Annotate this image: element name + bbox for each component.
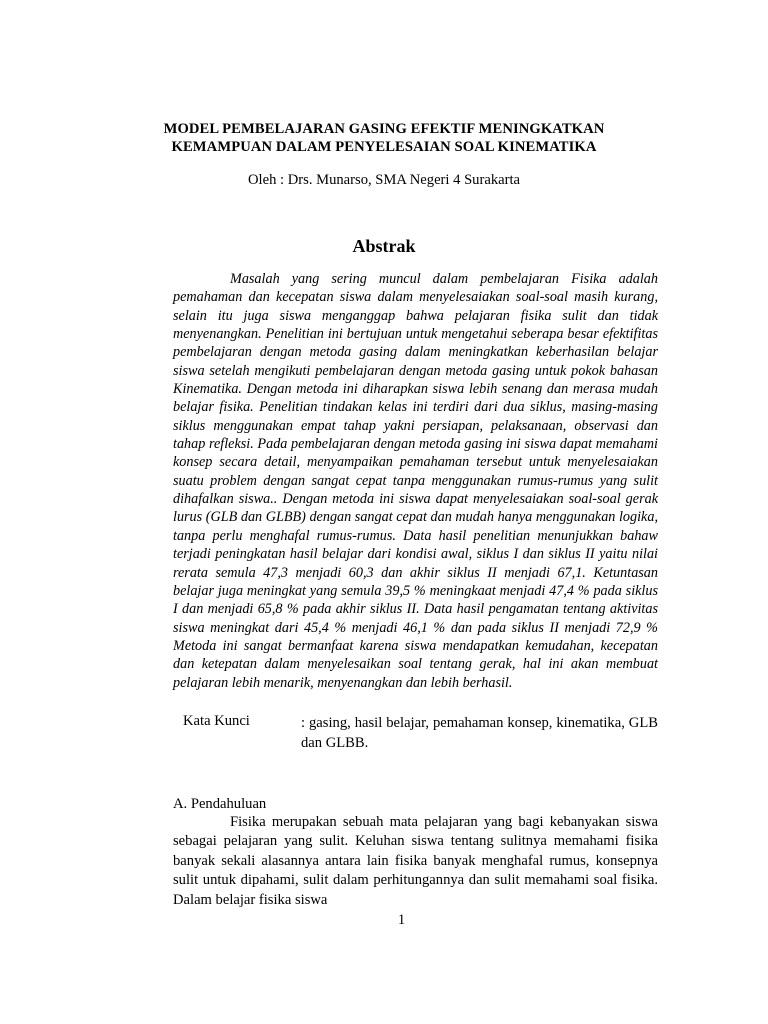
keywords-label: Kata Kunci <box>183 713 250 729</box>
document-title-line-2: KEMAMPUAN DALAM PENYELESAIAN SOAL KINEMATIKA <box>171 139 597 155</box>
page-number: 1 <box>397 912 406 928</box>
document-title-line-1: MODEL PEMBELAJARAN GASING EFEKTIF MENINGKATKAN <box>163 121 605 137</box>
keywords-value: : gasing, hasil belajar, pemahaman konsep, kinematika, GLB dan GLBB. <box>301 715 658 751</box>
section-body-text: Fisika merupakan sebuah mata pelajaran yang bagi kebanyakan siswa sebagai pelajaran yang sulit. Keluhan siswa tentang sulitnya memahami fisika banyak sekali alasannya antara lain fisika banyak menghafal rumus, konsepnya sulit untuk dipahami, sulit dalam perhitungannya dan sulit memahami soal fisika. Dalam belajar fisika siswa <box>173 814 658 908</box>
section-heading: A. Pendahuluan <box>173 796 267 812</box>
abstract-text: Masalah yang sering muncul dalam pembelajaran Fisika adalah pemahaman dan kecepatan siswa dalam menyelesaiakan soal-soal masih kurang, selain itu juga siswa menganggap bahwa pelajaran fisika sulit dan tidak menyenangkan. Penelitian ini bertujuan untuk mengetahui seberapa besar efektifitas pembelajaran dengan metoda gasing dalam meningkatkan keberhasilan belajar siswa setelah mengikuti pembelajaran dengan metoda gasing untuk pokok bahasan Kinematika. Dengan metoda ini diharapkan siswa lebih senang dan merasa mudah belajar fisika. Penelitian tindakan kelas ini terdiri dari dua siklus, masing-masing siklus menggunakan empat tahap yakni persiapan, pelaksanaan, observasi dan tahap refleksi. Pada pembelajaran dengan metoda gasing ini siswa dapat memahami konsep secara detail, menyampaikan pemahaman tersebut untuk menyelesaiakan suatu problem dengan sangat cepat tanpa menggunakan rumus-rumus yang sulit dihafalkan siswa.. Dengan metoda ini siswa dapat menyelesaiakan soal-soal gerak lurus (GLB dan GLBB) dengan sangat cepat dan mudah hanya menggunakan logika, tanpa perlu menghafal rumus-rumus. Data hasil penelitian menunjukkan bahaw terjadi peningkatan hasil belajar dari kondisi awal, siklus I dan siklus II yaitu nilai rerata semula 47,3 menjadi 60,3 dan akhir siklus II menjadi 67,1. Ketuntasan belajar juga meningkat yang semula 39,5 % meningkaat menjadi 47,4 % pada siklus I dan menjadi 65,8 % pada akhir siklus II. Data hasil pengamatan tentang aktivitas siswa meningkat dari 45,4 % menjadi 46,1 % dan pada siklus II menjadi 72,9 % Metoda ini sangat bermanfaat karena siswa mendapatkan kemudahan, kecepatan dan ketepatan dalam menyelesaikan soal tentang gerak, hal ini akan membuat pelajaran lebih menarik, menyenangkan dan lebih berhasil. <box>173 271 658 691</box>
author-line: Oleh : Drs. Munarso, SMA Negeri 4 Surakarta <box>248 172 520 188</box>
abstract-heading: Abstrak <box>352 236 416 256</box>
